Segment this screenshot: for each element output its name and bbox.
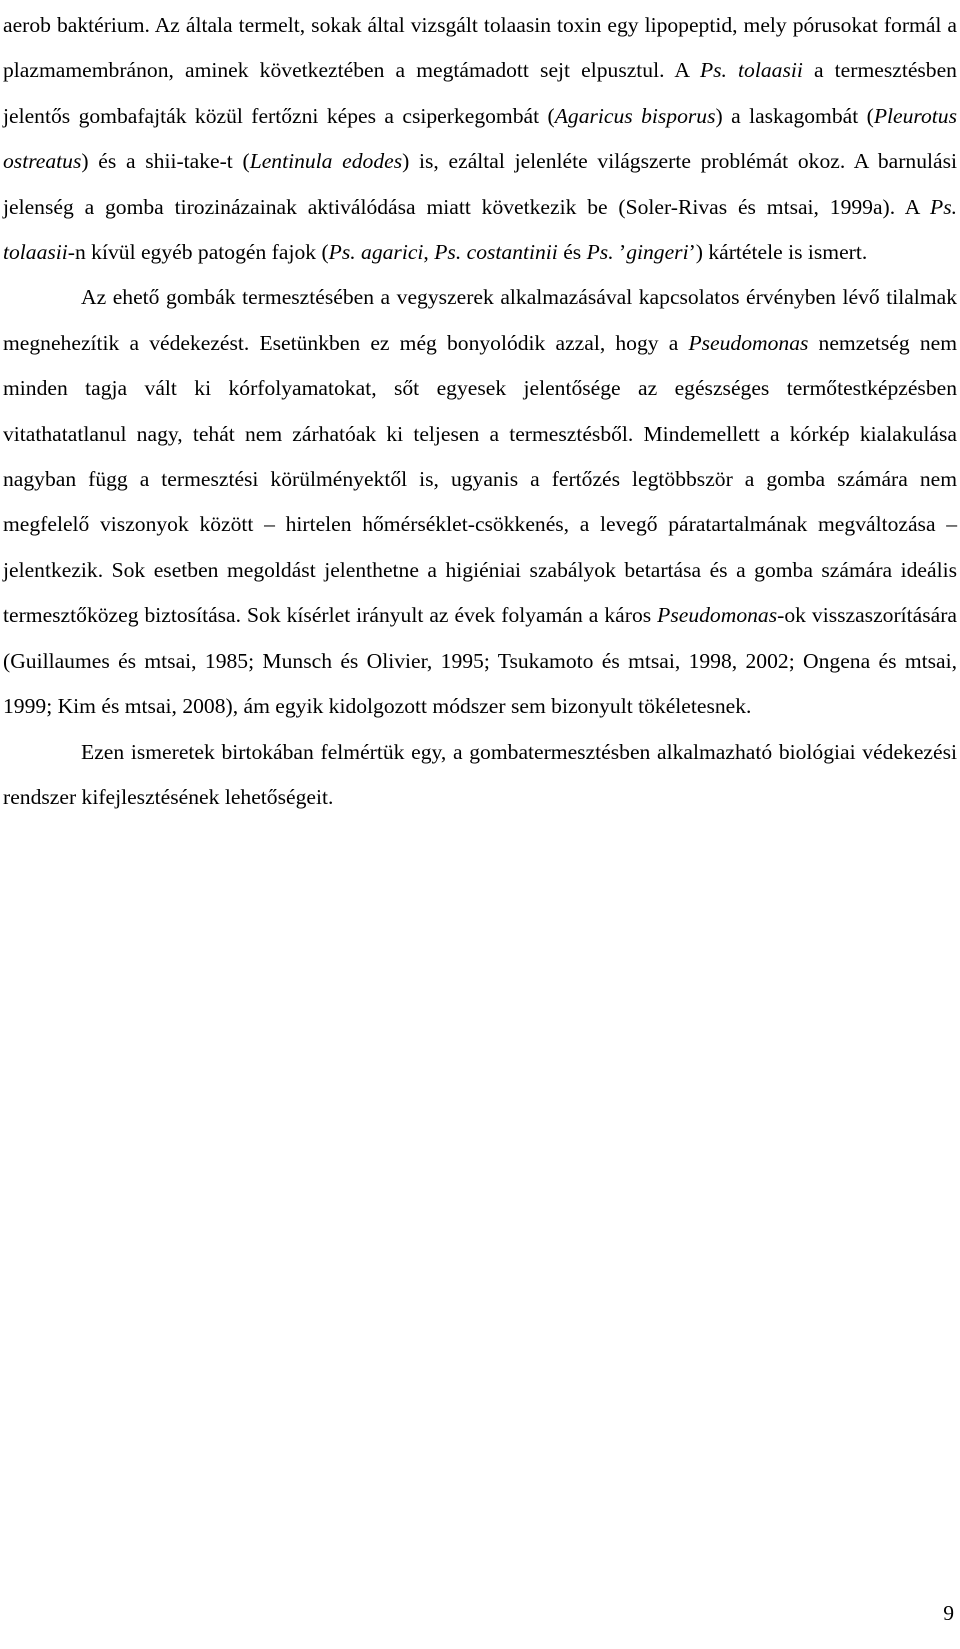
italic-text: Pseudomonas (688, 330, 809, 355)
text-run: nemzetség nem minden tagja vált ki kórfolyamatokat, sőt egyesek jelentősége az egészséges termőtestképzésben vitathatatlanul nagy, tehát nem zárhatóak ki teljesen a termesztésből. Mindemellett a kórkép kialakulása nagyban függ a termesztési körülményektől is, ugyanis a fertőzés legtöbbször a gomba számára nem megfelelő viszonyok között – hirtelen hőmérséklet-csökkenés, a levegő páratartalmának megváltozása – jelentkezik. Sok esetben megoldást jelenthetne a higiéniai szabályok betartása és a gomba számára ideális termesztőközeg biztosítása. Sok kísérlet irányult az évek folyamán a káros (3, 330, 958, 628)
italic-text: Pleurotus ostreatus (3, 103, 957, 174)
paragraph (3, 275, 957, 729)
italic-text: Ps. tolaasii (699, 58, 803, 83)
text-run: ) és a shii-take-t ( (81, 149, 250, 174)
italic-text: Agaricus bisporus (554, 103, 716, 128)
paragraph (3, 3, 957, 275)
text-run: -ok visszaszorítására (Guillaumes és mtsai, 1985; Munsch és Olivier, 1995; Tsukamoto és mtsai, 1998, 2002; Ongena és mtsai, 1999; Kim és mtsai, 2008), ám egyik kidolgozott módszer sem bizonyult tökéletesnek. (3, 603, 957, 719)
body-text (3, 3, 957, 820)
text-run: ’ (613, 240, 627, 265)
italic-text: Ps. costantinii (434, 240, 558, 265)
text-run: ) is, ezáltal jelenléte világszerte problémát okoz. A barnulási jelenség a gomba tirozinázainak aktiválódása miatt következik be (Soler-Rivas és mtsai, 1999a). A (3, 149, 957, 219)
text-run: Az ehető gombák termesztésében a vegyszerek alkalmazásával kapcsolatos érvényben lévő tilalmak megnehezítik a védekezést. Esetünkben ez még bonyolódik azzal, hogy a (3, 285, 957, 355)
paragraph (3, 730, 957, 821)
text-run: ) a laskagombát ( (715, 103, 874, 128)
text-run: , (423, 240, 435, 265)
italic-text: Ps. (586, 240, 614, 265)
italic-text: gingeri (626, 240, 689, 265)
text-run: aerob baktérium. Az általa termelt, sokak által vizsgált tolaasin toxin egy lipopeptid, mely pórusokat formál a plazmamembránon, aminek következtében a megtámadott sejt elpusztul. A (3, 13, 957, 83)
text-run: a termesztésben jelentős gombafajták közül fertőzni képes a csiperkegombát ( (3, 58, 957, 128)
page-number: 9 (943, 1601, 954, 1625)
text-run: -n kívül egyéb patogén fajok ( (67, 240, 329, 265)
italic-text: Ps. agarici (328, 240, 424, 265)
text-run: ’) kártétele is ismert. (688, 240, 868, 265)
italic-text: Ps. tolaasii (3, 194, 957, 265)
text-run: és (557, 240, 587, 265)
italic-text: Pseudomonas (657, 603, 778, 628)
text-run: Ezen ismeretek birtokában felmértük egy, a gombatermesztésben alkalmazható biológiai védekezési rendszer kifejlesztésének lehetőségeit. (3, 739, 957, 809)
italic-text: Lentinula edodes (249, 149, 403, 174)
